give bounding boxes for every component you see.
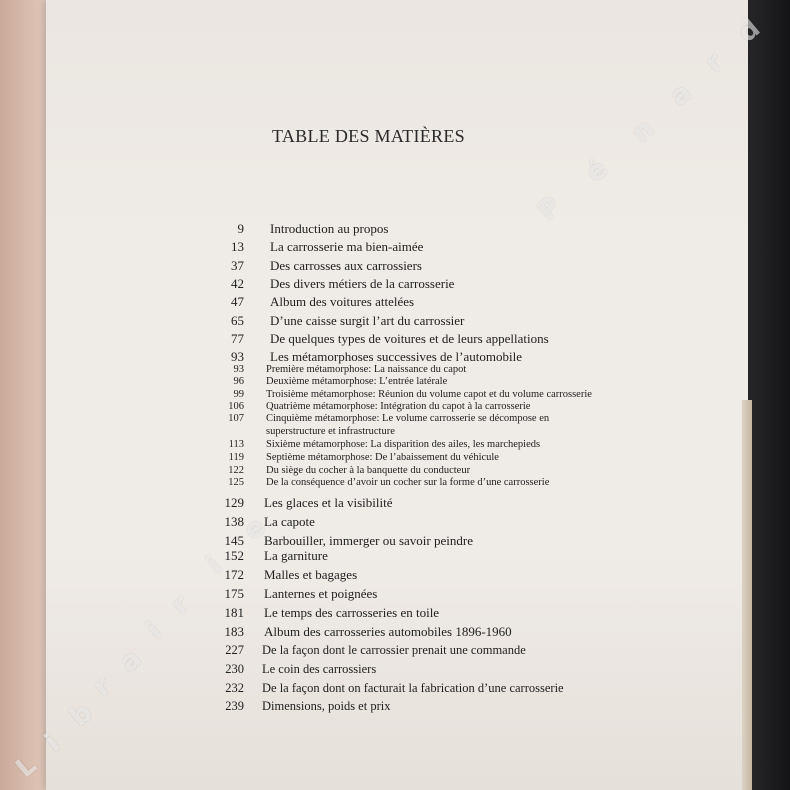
toc-entry-title: Des carrosses aux carrossiers — [270, 258, 422, 273]
toc-page-number: 172 — [224, 567, 244, 582]
toc-entry-title: Lanternes et poignées — [264, 586, 378, 601]
toc-page-number: 181 — [224, 605, 244, 620]
watermark-letter: i — [39, 728, 66, 758]
toc-entry-title: De quelques types de voitures et de leurs appellations — [270, 331, 549, 346]
watermark-letter: b — [64, 697, 99, 733]
toc-entry-title: Troisième métamorphose: Réunion du volume capot et du volume carrosserie — [266, 389, 592, 400]
toc-page-number: 93 — [231, 349, 244, 364]
toc-entry-title: Les glaces et la visibilité — [264, 495, 393, 510]
watermark-letter: L — [10, 750, 43, 784]
toc-entry-title: Première métamorphose: La naissance du capot — [266, 364, 467, 375]
toc-page-number: 77 — [231, 331, 244, 346]
toc-page-number: 183 — [224, 624, 244, 639]
watermark-letter: r — [165, 589, 195, 621]
watermark-letter: é — [580, 153, 614, 189]
toc-entry-title: De la conséquence d’avoir un cocher sur la forme d’une carrosserie — [266, 477, 550, 488]
toc-page-number: 13 — [231, 239, 244, 254]
toc-page-number: 9 — [237, 221, 244, 236]
toc-entry-title: Des divers métiers de la carrosserie — [270, 276, 455, 291]
toc-entry-title: Barbouiller, immerger ou savoir peindre — [264, 533, 473, 548]
toc-entry-title: Quatrième métamorphose: Intégration du capot à la carrosserie — [266, 401, 531, 412]
watermark-letter: d — [732, 13, 767, 49]
toc-entry-title: Album des carrosseries automobiles 1896-1960 — [264, 624, 512, 639]
toc-entry-title: La garniture — [264, 548, 328, 563]
watermark-letter: e — [238, 511, 272, 547]
toc-page-number: 42 — [231, 276, 244, 291]
page-title: TABLE DES MATIÈRES — [272, 126, 465, 146]
toc-page-number: 47 — [231, 294, 244, 309]
toc-entry-title: Les métamorphoses successives de l’automobile — [270, 349, 522, 364]
toc-entry-title: La carrosserie ma bien-aimée — [270, 239, 424, 254]
toc-page-number: 145 — [224, 533, 244, 548]
toc-page-number: 239 — [225, 699, 244, 713]
toc-page-number: 99 — [233, 389, 244, 400]
toc-page-number: 113 — [228, 439, 244, 450]
toc-entry-title: Dimensions, poids et prix — [262, 699, 391, 713]
toc-page-number: 106 — [228, 401, 244, 412]
watermark-letter: a — [114, 643, 148, 679]
toc-page-number: 232 — [225, 681, 244, 695]
toc-page-number: 230 — [225, 662, 244, 676]
watermark-letter: i — [141, 616, 168, 646]
toc-entry-title: Introduction au propos — [270, 221, 389, 236]
toc-entry-title: Le temps des carrosseries en toile — [264, 605, 440, 620]
toc-entry-title: La capote — [264, 514, 315, 529]
toc-entry-title: Malles et bagages — [264, 567, 358, 582]
watermark-letter: r — [87, 671, 117, 703]
toc-entry-title: De la façon dont le carrossier prenait une commande — [262, 643, 526, 657]
toc-entry-title: Septième métamorphose: De l’abaissement du véhicule — [266, 452, 499, 463]
toc-page-number: 65 — [231, 313, 244, 328]
watermark-letter: P — [532, 191, 567, 227]
toc-page-number: 37 — [231, 258, 244, 273]
toc-page-number: 138 — [224, 514, 244, 529]
toc-page-number: 227 — [225, 643, 244, 657]
watermark-letter: n — [626, 113, 660, 149]
toc-entry-title: Deuxième métamorphose: L’entrée latérale — [266, 376, 448, 387]
toc-entry-title: Album des voitures attelées — [270, 294, 415, 309]
toc-page-number: 122 — [228, 465, 244, 476]
toc-entry-title: Le coin des carrossiers — [262, 662, 377, 676]
toc-page-number: 129 — [224, 495, 244, 510]
toc-entry-title: D’une caisse surgit l’art du carrossier — [270, 313, 465, 328]
watermark-letter: i — [201, 550, 228, 580]
toc-entry-title: Sixième métamorphose: La disparition des ailes, les marchepieds — [266, 439, 541, 450]
toc-page-number: 125 — [228, 477, 244, 488]
toc-entry-title: Cinquième métamorphose: Le volume carrosserie se décompose en — [266, 413, 550, 424]
watermark-letter: a — [664, 77, 698, 113]
watermark-letter: r — [699, 47, 729, 79]
toc-page-number: 93 — [233, 364, 244, 375]
toc-page-number: 107 — [228, 413, 244, 424]
toc-page-number: 96 — [233, 376, 244, 387]
toc-entry-continuation: superstructure et infrastructure — [266, 426, 395, 437]
toc-page-number: 175 — [224, 586, 244, 601]
toc-page-number: 152 — [224, 548, 244, 563]
toc-entry-title: Du siège du cocher à la banquette du conducteur — [266, 465, 471, 476]
toc-entry-title: De la façon dont on facturait la fabrication d’une carrosserie — [262, 681, 564, 695]
toc-page-number: 119 — [228, 452, 244, 463]
